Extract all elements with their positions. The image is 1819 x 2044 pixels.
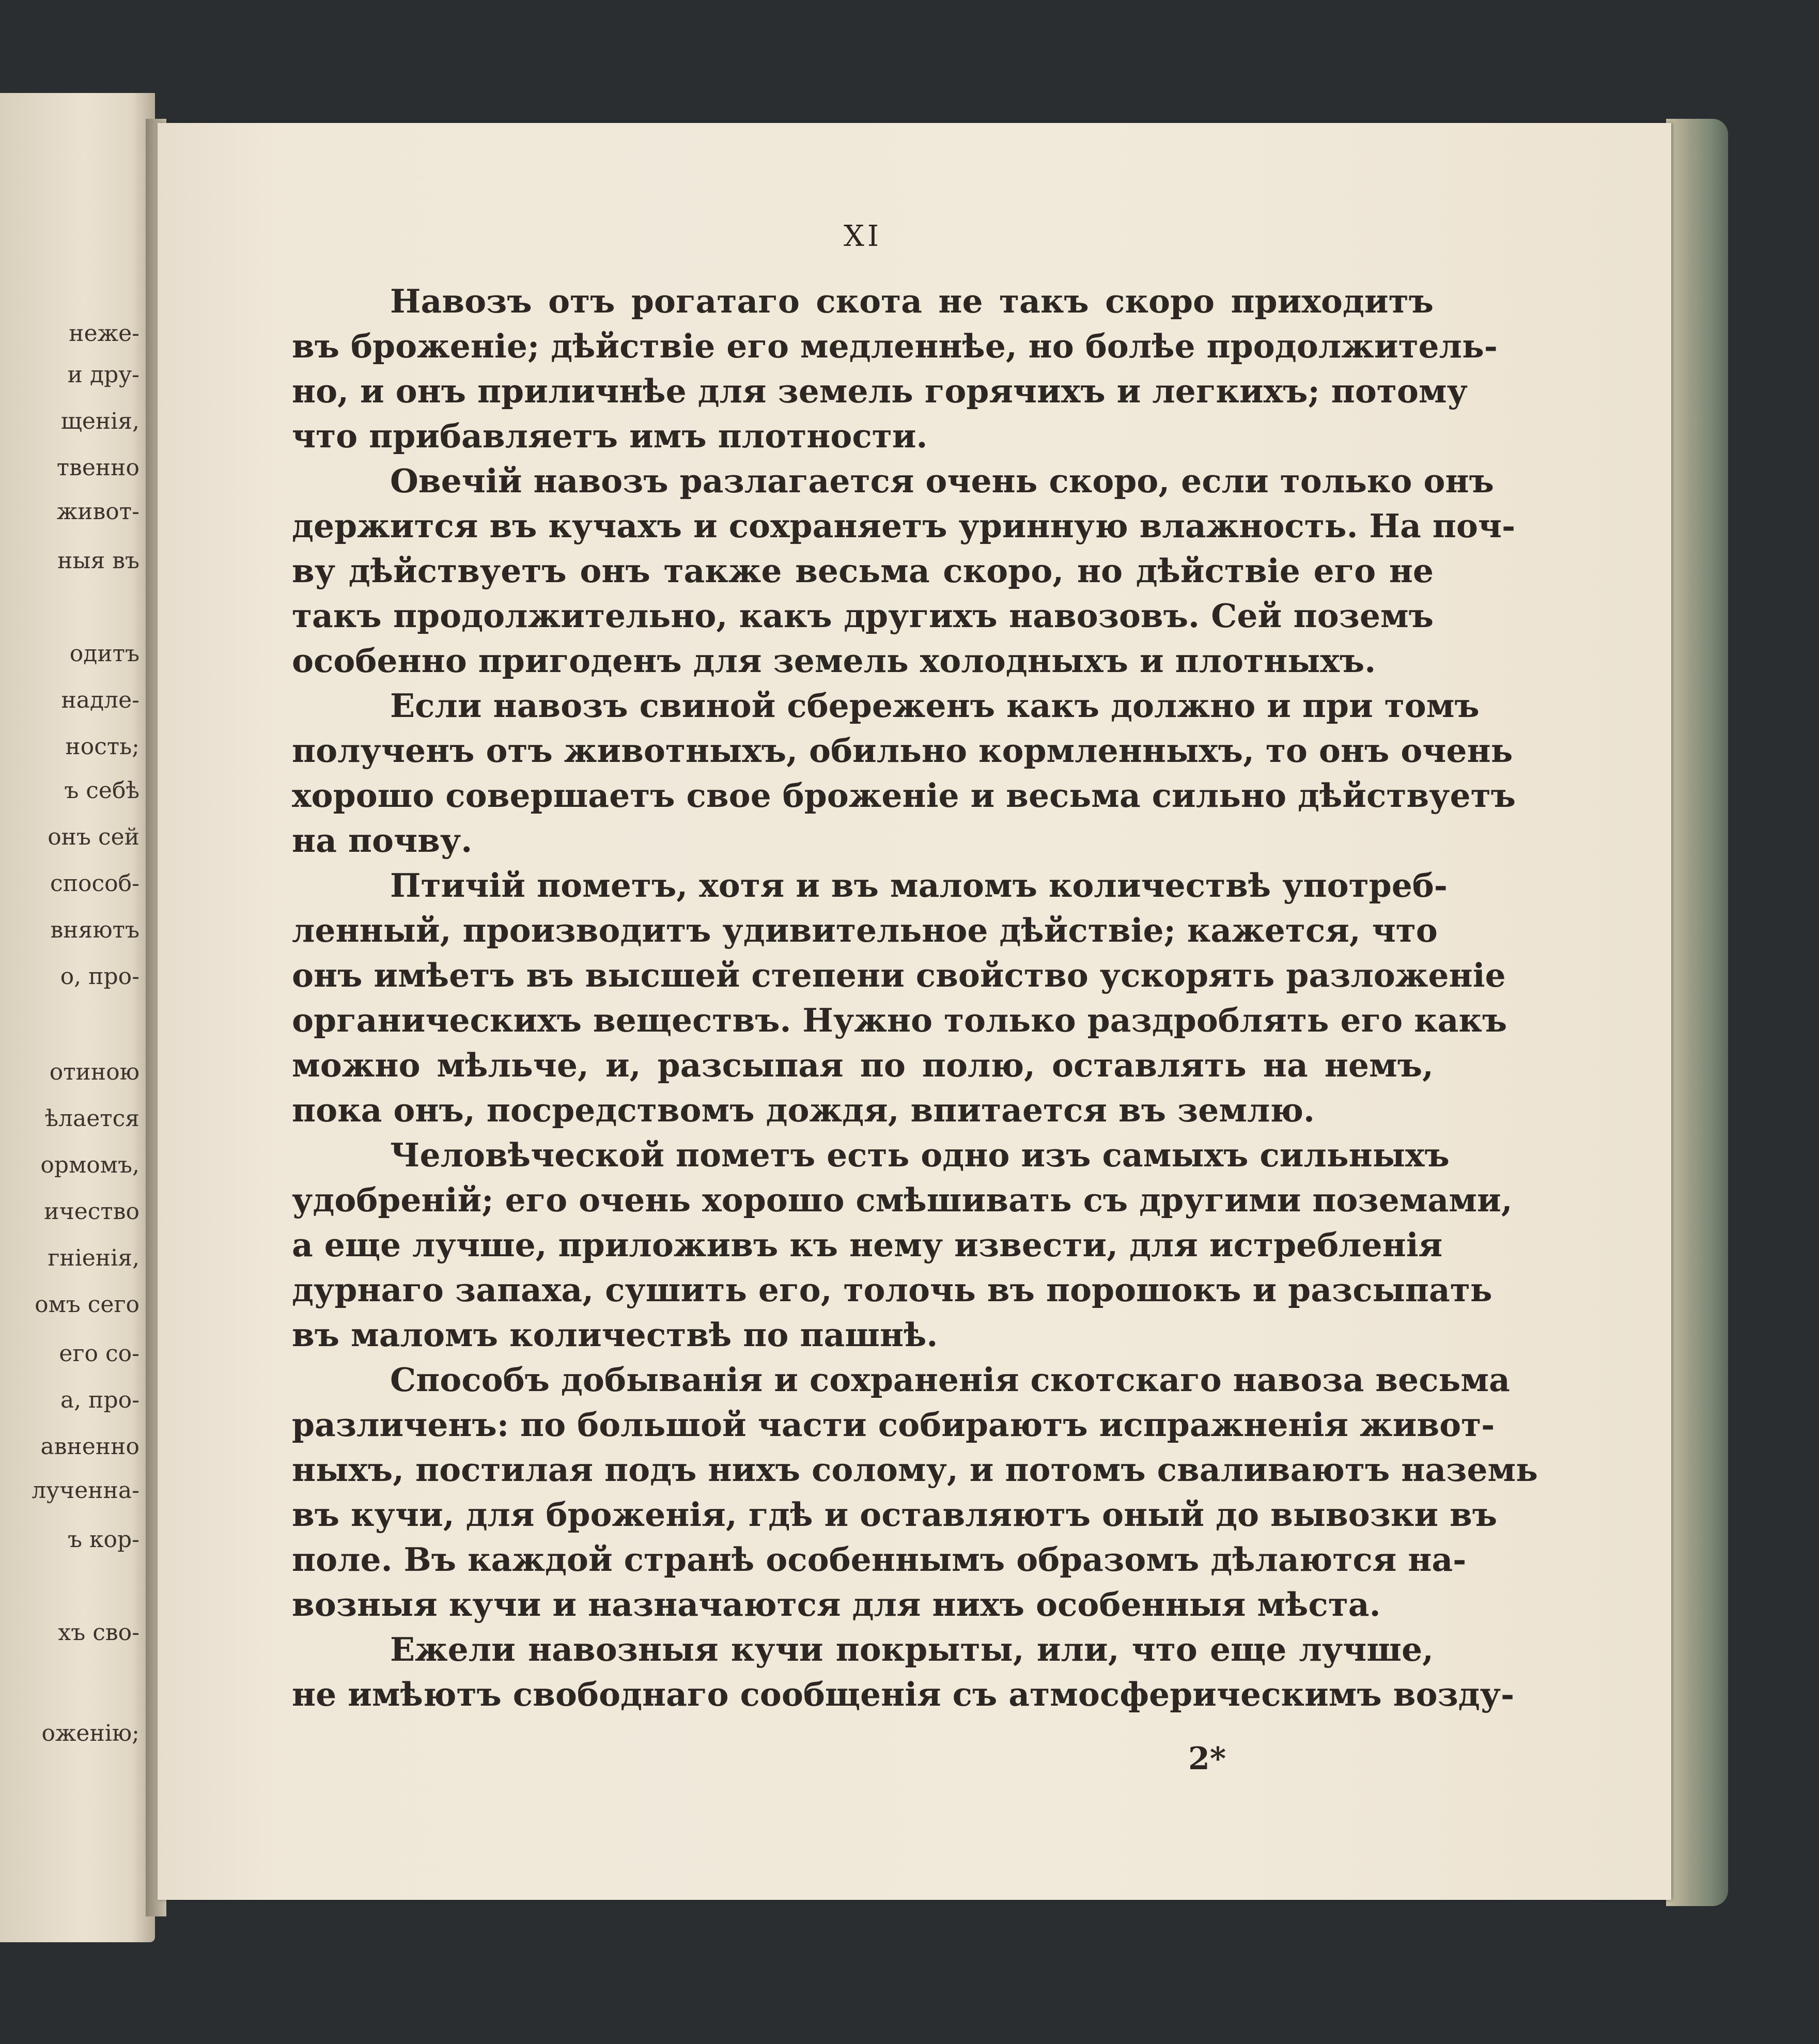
text-line: Птичій пометъ, хотя и въ маломъ количествѣ употреб-: [390, 866, 1448, 904]
text-line: ныхъ, постилая подъ нихъ солому, и потомъ сваливаютъ наземь: [292, 1450, 1538, 1489]
paragraph: [292, 1133, 1513, 1358]
left-page-fragment: омъ сего: [35, 1291, 139, 1318]
left-page-fragment: неже-: [69, 320, 139, 347]
paragraph: [292, 863, 1507, 1133]
left-page-fragment: твенно: [56, 455, 139, 481]
text-line: Способъ добыванія и сохраненія скотскаго навоза весьма: [390, 1361, 1510, 1399]
text-line: на почву.: [292, 821, 473, 860]
signature-mark: 2*: [1188, 1741, 1226, 1777]
text-line: держится въ кучахъ и сохраняетъ уринную влажность. На поч-: [292, 507, 1516, 545]
left-page-fragment: щенія,: [60, 408, 139, 434]
text-line: различенъ: по большой части собираютъ испражненія живот-: [292, 1406, 1495, 1444]
left-page-fragment: ичество: [44, 1198, 139, 1225]
left-page-fragment: живот-: [56, 498, 139, 525]
text-line: Если навозъ свиной сбереженъ какъ должно и при томъ: [390, 686, 1480, 725]
left-page-fragment: вняютъ: [50, 917, 139, 943]
text-line: полученъ отъ животныхъ, обильно кормленныхъ, то онъ очень: [292, 731, 1513, 770]
text-line: Человѣческой пометъ есть одно изъ самыхъ сильныхъ: [390, 1136, 1450, 1174]
left-page-fragment: авненно: [40, 1433, 139, 1460]
left-page-fragment: одитъ: [69, 641, 139, 667]
left-page-fragment: надле-: [61, 687, 139, 713]
left-page-fragment: его со-: [59, 1340, 139, 1367]
text-line: въ маломъ количествѣ по пашнѣ.: [292, 1316, 938, 1354]
left-page-fragment: и дру-: [67, 362, 139, 388]
text-line: Ежели навозныя кучи покрыты, или, что еще лучше,: [390, 1630, 1434, 1668]
left-page-fragment: хъ сво-: [58, 1619, 139, 1646]
book-cover-edge: [1666, 119, 1728, 1906]
left-page-fragment: а, про-: [60, 1387, 139, 1413]
page-number: XI: [844, 220, 882, 253]
left-page-fragment: онъ сей: [48, 824, 139, 850]
text-line: такъ продолжительно, какъ другихъ навозовъ. Сей поземъ: [292, 597, 1434, 635]
text-line: удобреній; его очень хорошо смѣшивать съ другими поземами,: [292, 1181, 1513, 1219]
text-line: Навозъ отъ рогатаго скота не такъ скоро приходитъ: [390, 282, 1434, 320]
left-page-fragment: способ-: [50, 870, 139, 897]
text-line: не имѣютъ свободнаго сообщенія съ атмосферическимъ возду-: [292, 1675, 1515, 1713]
left-page-fragment: отиною: [49, 1059, 139, 1085]
text-line: но, и онъ приличнѣе для земель горячихъ и легкихъ; потому: [292, 372, 1468, 410]
paragraph: [292, 279, 1498, 459]
text-line: пока онъ, посредствомъ дождя, впитается въ землю.: [292, 1091, 1315, 1129]
text-line: можно мѣльче, и, разсыпая по полю, оставлять на немъ,: [292, 1046, 1434, 1084]
paragraph: [292, 683, 1516, 863]
left-page: [0, 93, 155, 1942]
left-page-fragment: ныя въ: [57, 548, 139, 574]
text-line: Овечій навозъ разлагается очень скоро, если только онъ: [390, 462, 1494, 500]
left-page-fragment: ѣлается: [44, 1105, 139, 1132]
text-line: дурнаго запаха, сушить его, толочь въ порошокъ и разсыпать: [292, 1271, 1492, 1309]
text-line: въ броженіе; дѣйствіе его медленнѣе, но болѣе продолжитель-: [292, 327, 1498, 365]
left-page-fragment: о, про-: [60, 963, 139, 990]
left-page-fragment: ъ себѣ: [64, 777, 139, 804]
page-text: [292, 279, 1538, 1717]
left-page-fragment: оженію;: [41, 1720, 139, 1746]
text-line: въ кучи, для броженія, гдѣ и оставляютъ оный до вывозки въ: [292, 1495, 1498, 1534]
text-line: что прибавляетъ имъ плотности.: [292, 417, 928, 455]
text-line: а еще лучше, приложивъ къ нему извести, для истребленія: [292, 1226, 1443, 1264]
text-line: хорошо совершаетъ свое броженіе и весьма сильно дѣйствуетъ: [292, 776, 1516, 815]
text-line: ленный, производитъ удивительное дѣйствіе; кажется, что: [292, 911, 1438, 949]
left-page-fragment: гніенія,: [48, 1245, 139, 1271]
left-page-text: [0, 93, 139, 1942]
text-line: возныя кучи и назначаются для нихъ особенныя мѣста.: [292, 1585, 1381, 1624]
text-line: органическихъ веществъ. Нужно только раздроблять его какъ: [292, 1001, 1507, 1039]
paragraph: [292, 1358, 1538, 1627]
paragraph: [292, 1627, 1515, 1717]
left-page-fragment: ъ кор-: [67, 1526, 139, 1553]
paragraph: [292, 459, 1516, 683]
left-page-fragment: ормомъ,: [40, 1152, 139, 1178]
text-line: поле. Въ каждой странѣ особеннымъ образомъ дѣлаются на-: [292, 1540, 1467, 1579]
text-line: ву дѣйствуетъ онъ также весьма скоро, но дѣйствіе его не: [292, 552, 1434, 590]
text-line: особенно пригоденъ для земель холодныхъ и плотныхъ.: [292, 642, 1376, 680]
left-page-fragment: лученна-: [32, 1477, 139, 1504]
left-page-fragment: ность;: [65, 734, 139, 760]
text-line: онъ имѣетъ въ высшей степени свойство ускорять разложеніе: [292, 956, 1506, 994]
